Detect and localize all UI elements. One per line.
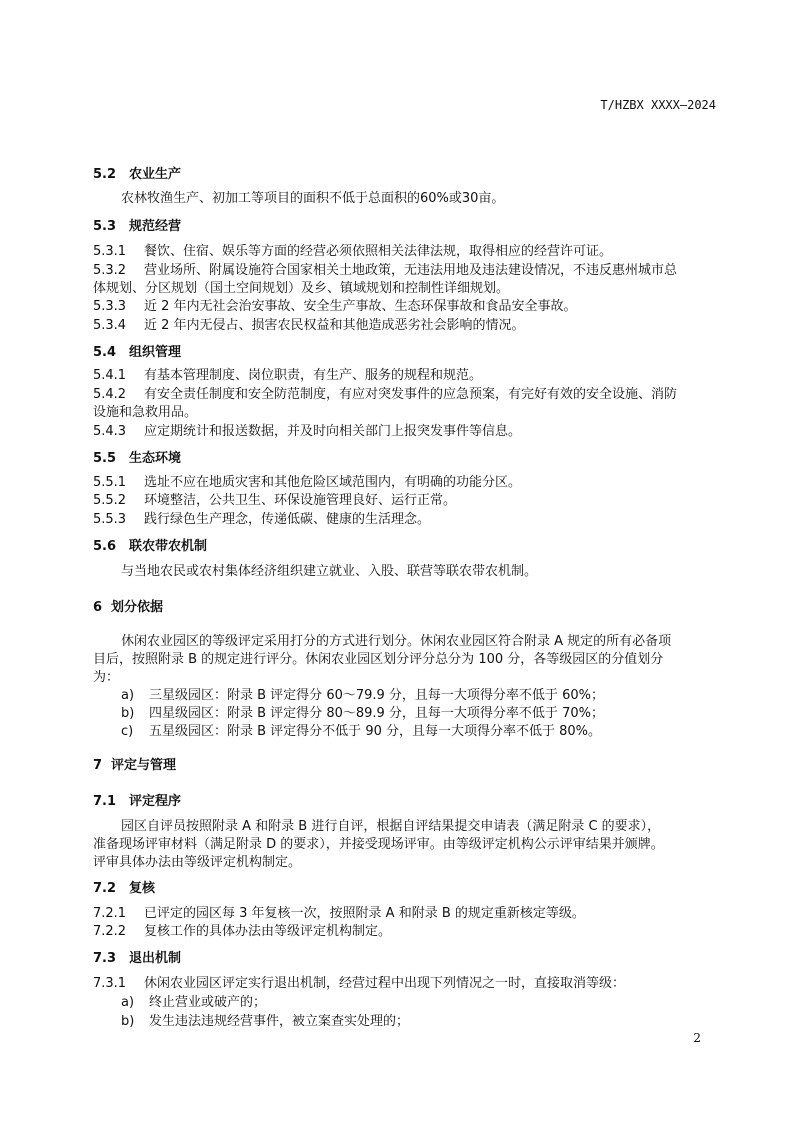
section-title: 组织管理 bbox=[129, 345, 182, 360]
paragraph-6-line-3: 为： bbox=[93, 670, 120, 685]
clause-7-3-1 bbox=[93, 972, 625, 991]
section-number: 7.1 bbox=[93, 794, 117, 809]
clause-number: 5.5.3 bbox=[93, 512, 127, 527]
list-label: b) bbox=[121, 1014, 135, 1029]
section-title: 复核 bbox=[129, 881, 156, 896]
clause-text: 环境整洁，公共卫生、环保设施管理良好、运行正常。 bbox=[144, 493, 457, 508]
list-label: a) bbox=[121, 995, 135, 1010]
clause-5-4-2 bbox=[93, 383, 677, 402]
clause-text: 近 2 年内无社会治安事故、安全生产事故、生态环保事故和食品安全事故。 bbox=[144, 299, 577, 314]
clause-text: 有基本管理制度、岗位职责，有生产、服务的规程和规范。 bbox=[144, 368, 483, 383]
page-number: 2 bbox=[693, 1031, 701, 1045]
list-item-a bbox=[121, 991, 266, 1010]
list-item-c bbox=[121, 720, 601, 739]
section-number: 7 bbox=[93, 758, 103, 773]
clause-number: 5.5.2 bbox=[93, 493, 127, 508]
section-title: 规范经营 bbox=[129, 219, 182, 234]
list-text: 终止营业或破产的； bbox=[149, 995, 267, 1010]
clause-text: 有安全责任制度和安全防范制度，有应对突发事件的应急预案，有完好有效的安全设施、消防 bbox=[144, 387, 678, 402]
paragraph-7-1-line-1: 园区自评员按照附录 A 和附录 B 进行自评，根据自评结果提交申请表（满足附录 C 的要求）， bbox=[121, 819, 661, 834]
list-text: 四星级园区：附录 B 评定得分 80～89.9 分，且每一大项得分率不低于 70%； bbox=[149, 706, 604, 721]
paragraph-5-2: 农林牧渔生产、初加工等项目的面积不低于总面积的60%或30亩。 bbox=[121, 191, 505, 206]
section-title: 生态环境 bbox=[129, 451, 182, 466]
clause-number: 7.2.2 bbox=[93, 924, 127, 939]
document-number: T/HZBX XXXX—2024 bbox=[600, 98, 716, 112]
section-number: 6 bbox=[93, 600, 103, 615]
clause-5-5-2 bbox=[93, 489, 456, 508]
section-title: 划分依据 bbox=[111, 600, 164, 615]
section-number: 5.3 bbox=[93, 219, 117, 234]
section-number: 7.2 bbox=[93, 881, 117, 896]
clause-7-2-2 bbox=[93, 920, 391, 939]
clause-5-4-2-continued: 设施和急救用品。 bbox=[93, 405, 198, 420]
paragraph-7-1-line-2: 准备现场评审材料（满足附录 D 的要求），并接受现场评审。由等级评定机构公示评审结果并颁牌。 bbox=[93, 837, 664, 852]
section-number: 5.4 bbox=[93, 345, 117, 360]
section-number: 7.3 bbox=[93, 951, 117, 966]
clause-number: 5.5.1 bbox=[93, 475, 127, 490]
clause-number: 5.3.4 bbox=[93, 318, 127, 333]
clause-5-3-1 bbox=[93, 240, 612, 259]
clause-text: 餐饮、住宿、娱乐等方面的经营必须依照相关法律法规，取得相应的经营许可证。 bbox=[144, 244, 613, 259]
clause-text: 休闲农业园区评定实行退出机制，经营过程中出现下列情况之一时，直接取消等级： bbox=[144, 976, 626, 991]
clause-number: 5.3.2 bbox=[93, 263, 127, 278]
paragraph-6-line-1: 休闲农业园区的等级评定采用打分的方式进行划分。休闲农业园区符合附录 A 规定的所有必备项 bbox=[121, 634, 672, 649]
clause-5-3-3 bbox=[93, 295, 577, 314]
section-title: 退出机制 bbox=[129, 951, 182, 966]
section-title: 评定程序 bbox=[129, 794, 182, 809]
clause-text: 选址不应在地质灾害和其他危险区域范围内，有明确的功能分区。 bbox=[144, 475, 522, 490]
heading-6 bbox=[93, 596, 163, 615]
list-item-b bbox=[121, 702, 604, 721]
clause-5-3-2 bbox=[93, 259, 677, 278]
list-item-b bbox=[121, 1010, 409, 1029]
section-title: 联农带农机制 bbox=[129, 539, 208, 554]
heading-5-6 bbox=[93, 535, 207, 554]
clause-5-3-4 bbox=[93, 314, 525, 333]
list-label: b) bbox=[121, 706, 135, 721]
heading-5-3 bbox=[93, 215, 181, 234]
clause-number: 5.4.2 bbox=[93, 387, 127, 402]
clause-number: 5.4.3 bbox=[93, 424, 127, 439]
clause-5-4-1 bbox=[93, 364, 482, 383]
clause-text: 近 2 年内无侵占、损害农民权益和其他造成恶劣社会影响的情况。 bbox=[144, 318, 525, 333]
clause-number: 7.2.1 bbox=[93, 906, 127, 921]
section-title: 评定与管理 bbox=[111, 758, 177, 773]
heading-5-5 bbox=[93, 447, 181, 466]
clause-number: 5.3.1 bbox=[93, 244, 127, 259]
clause-5-4-3 bbox=[93, 420, 521, 439]
list-item-a bbox=[121, 684, 604, 703]
list-text: 五星级园区：附录 B 评定得分不低于 90 分，且每一大项得分率不低于 80%。 bbox=[149, 724, 602, 739]
heading-5-4 bbox=[93, 341, 181, 360]
heading-5-2 bbox=[93, 163, 181, 182]
list-label: a) bbox=[121, 688, 135, 703]
section-number: 5.5 bbox=[93, 451, 117, 466]
heading-7 bbox=[93, 754, 176, 773]
list-label: c) bbox=[121, 724, 134, 739]
heading-7-2 bbox=[93, 877, 155, 896]
paragraph-7-1-line-3: 评审具体办法由等级评定机构制定。 bbox=[93, 855, 302, 870]
clause-number: 7.3.1 bbox=[93, 976, 127, 991]
clause-text: 已评定的园区每 3 年复核一次，按照附录 A 和附录 B 的规定重新核定等级。 bbox=[144, 906, 585, 921]
clause-number: 5.3.3 bbox=[93, 299, 127, 314]
clause-number: 5.4.1 bbox=[93, 368, 127, 383]
clause-text: 营业场所、附属设施符合国家相关土地政策，无违法用地及违法建设情况，不违反惠州城市总 bbox=[144, 263, 678, 278]
section-number: 5.6 bbox=[93, 539, 117, 554]
clause-text: 应定期统计和报送数据，并及时向相关部门上报突发事件等信息。 bbox=[144, 424, 522, 439]
clause-7-2-1 bbox=[93, 902, 585, 921]
clause-5-5-1 bbox=[93, 471, 521, 490]
paragraph-5-6: 与当地农民或农村集体经济组织建立就业、入股、联营等联农带农机制。 bbox=[121, 564, 538, 579]
list-text: 发生违法违规经营事件，被立案查实处理的； bbox=[149, 1014, 410, 1029]
clause-5-3-2-continued: 体规划、分区规划（国土空间规划）及乡、镇域规划和控制性详细规划。 bbox=[93, 281, 510, 296]
paragraph-6-line-2: 目后，按照附录 B 的规定进行评分。休闲农业园区划分评分总分为 100 分，各等级园区的分值划分 bbox=[93, 652, 664, 667]
clause-text: 践行绿色生产理念，传递低碳、健康的生活理念。 bbox=[144, 512, 431, 527]
list-text: 三星级园区：附录 B 评定得分 60～79.9 分，且每一大项得分率不低于 60%； bbox=[149, 688, 604, 703]
heading-7-1 bbox=[93, 790, 181, 809]
clause-text: 复核工作的具体办法由等级评定机构制定。 bbox=[144, 924, 392, 939]
heading-7-3 bbox=[93, 947, 181, 966]
section-number: 5.2 bbox=[93, 167, 117, 182]
section-title: 农业生产 bbox=[129, 167, 182, 182]
clause-5-5-3 bbox=[93, 508, 430, 527]
